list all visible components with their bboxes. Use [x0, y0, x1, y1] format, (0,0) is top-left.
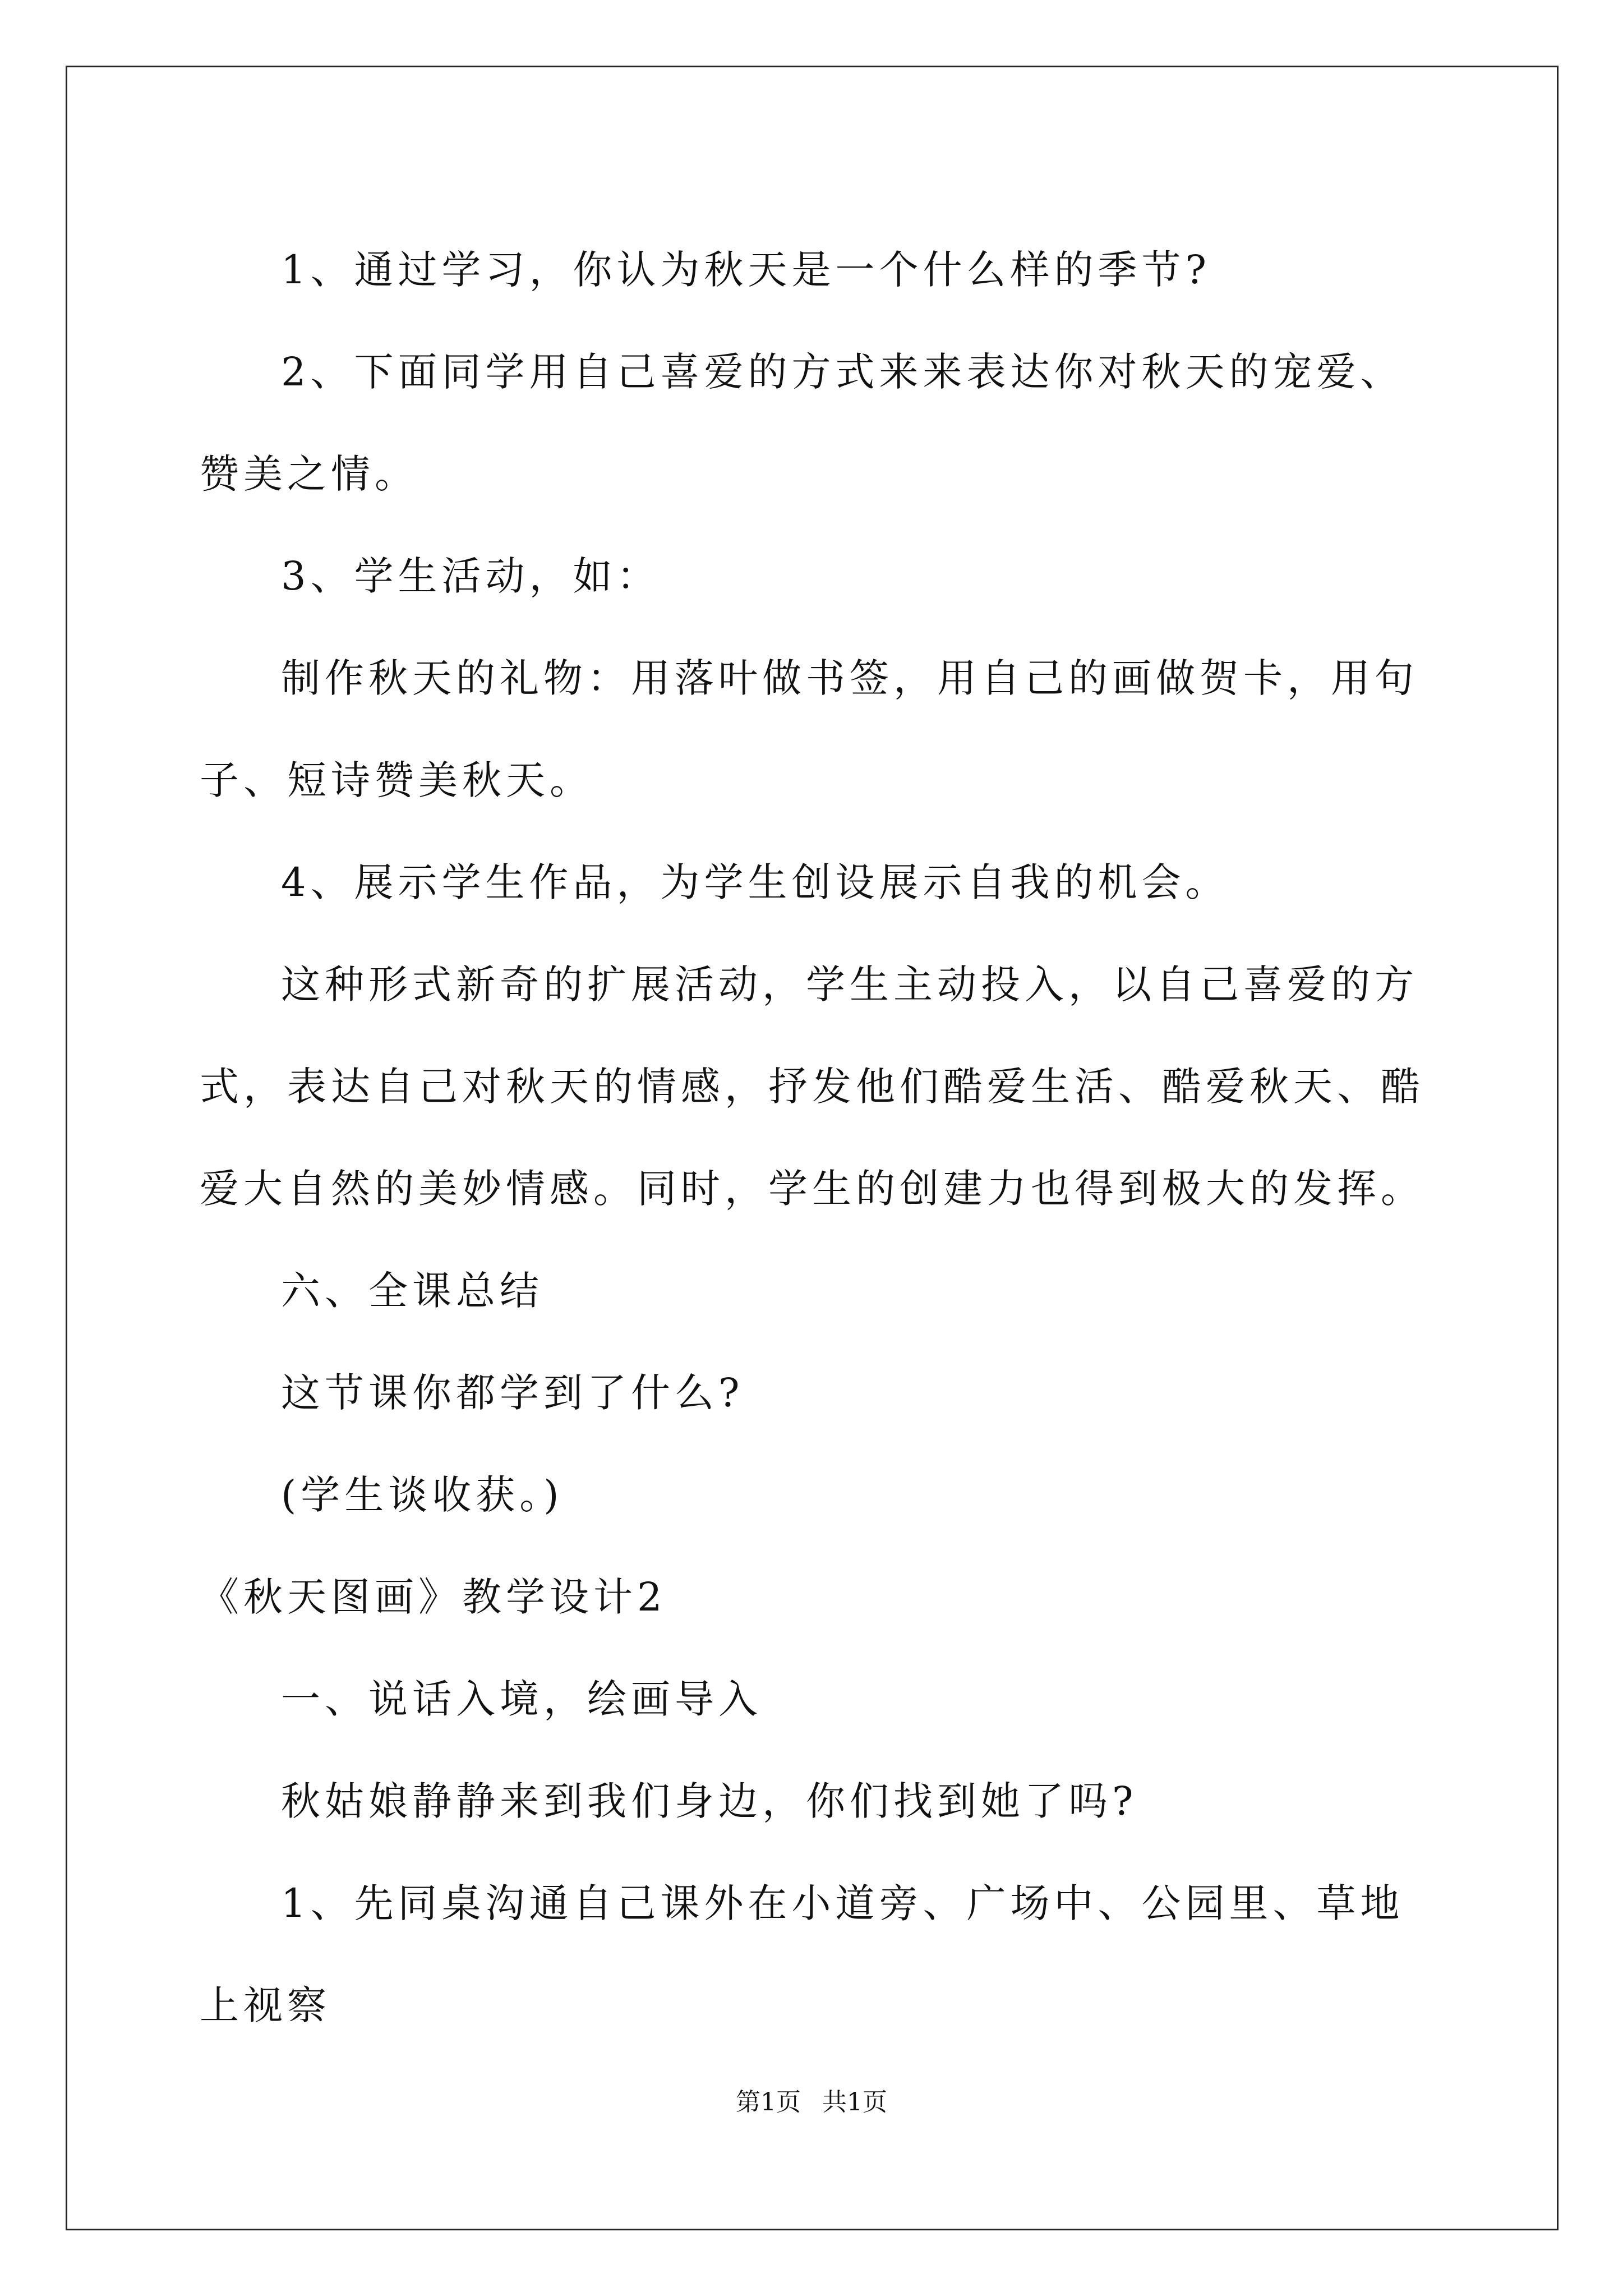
paragraph-9: 秋姑娘静静来到我们身边，你们找到她了吗? [281, 1778, 1138, 1824]
section-heading-summary: 六、全课总结 [281, 1268, 543, 1314]
page-footer [0, 2086, 1623, 2119]
page-number: 第1页 [736, 2088, 801, 2116]
document-title: 《秋天图画》教学设计2 [200, 1574, 667, 1620]
paragraph-6: 这种形式新奇的扩展活动，学生主动投入，以自己喜爱的方式，表达自己对秋天的情感，抒发他们酷爱生活、酷爱秋天、酷爱大自然的美妙情感。同时，学生的创建力也得到极大的发挥。 [200, 961, 1424, 1212]
paragraph-8: (学生谈收获。) [281, 1472, 564, 1518]
paragraph-5: 4、展示学生作品，为学生创设展示自我的机会。 [281, 859, 1229, 905]
paragraph-7: 这节课你都学到了什么? [281, 1370, 744, 1416]
paragraph-2: 2、下面同学用自己喜爱的方式来来表达你对秋天的宠爱、赞美之情。 [200, 349, 1404, 497]
paragraph-10: 1、先同桌沟通自己课外在小道旁、广场中、公园里、草地上视察 [200, 1880, 1404, 2028]
page-total: 共1页 [822, 2088, 887, 2116]
section-heading-intro: 一、说话入境，绘画导入 [281, 1676, 762, 1722]
paragraph-3: 3、学生活动，如： [281, 553, 661, 599]
paragraph-4: 制作秋天的礼物：用落叶做书签，用自己的画做贺卡，用句子、短诗赞美秋天。 [200, 655, 1418, 803]
paragraph-1: 1、通过学习，你认为秋天是一个什么样的季节? [281, 247, 1211, 293]
document-body [200, 219, 1428, 2056]
